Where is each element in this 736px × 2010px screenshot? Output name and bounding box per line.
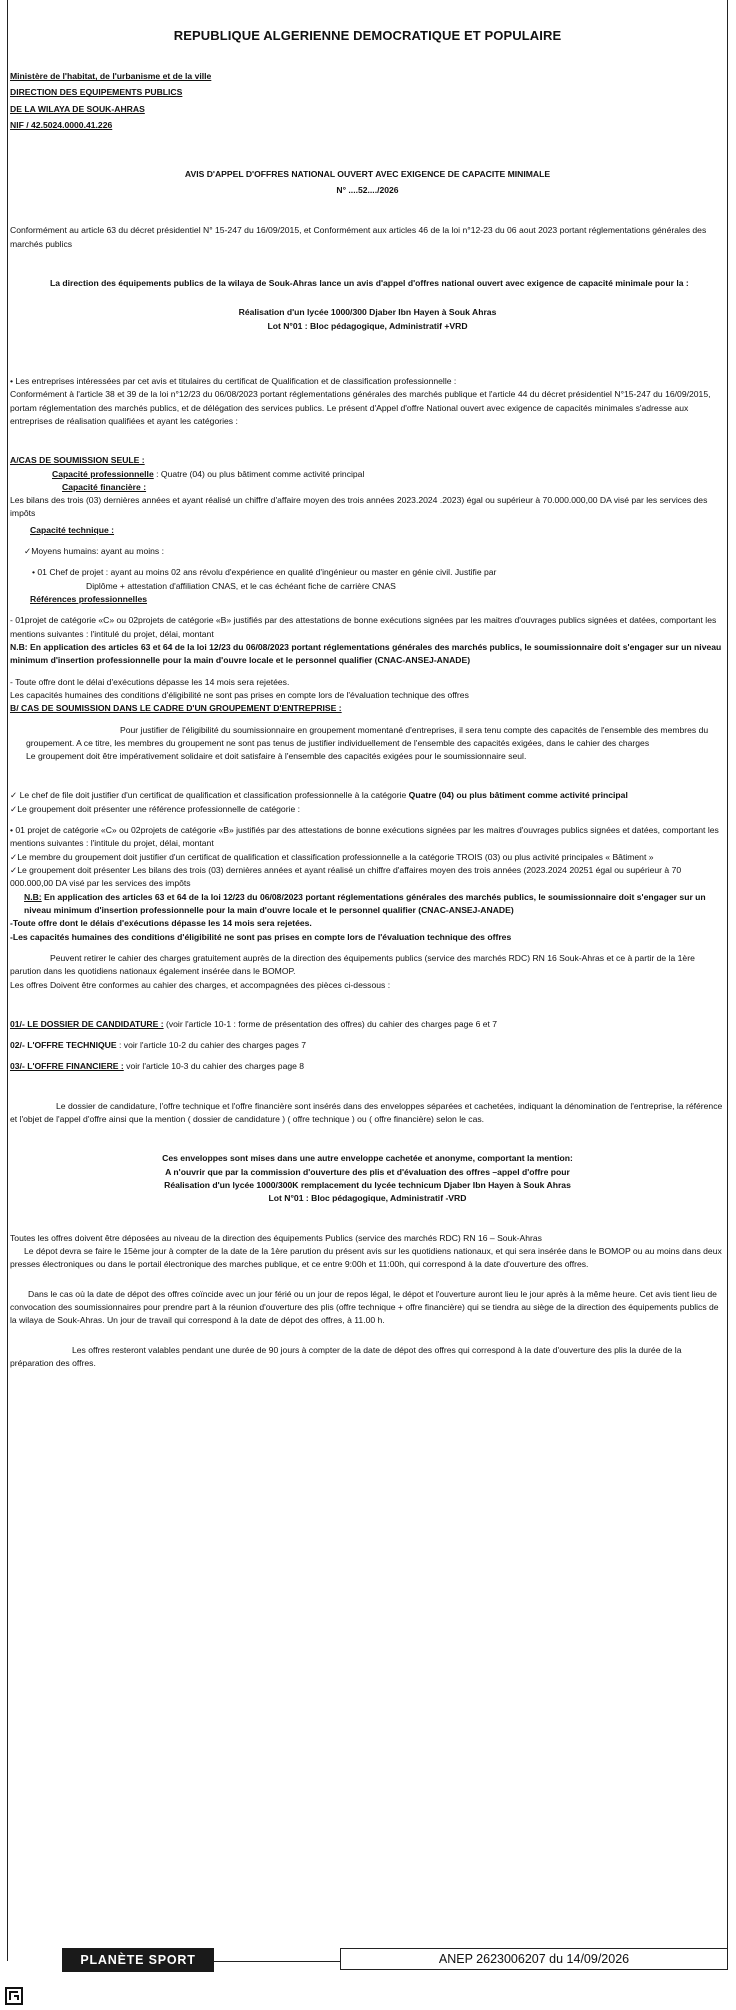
professional-capacity-text: : Quatre (04) ou plus bâtiment comme activité principal (153, 468, 365, 479)
grouping-solidarity: Le groupement doit être impérativement solidaire et doit satisfaire à l'ensemble des capacités exigées pour le soumissionnaire seul. (26, 751, 527, 762)
eligibility-intro: • Les entreprises intéressées par cet avis et titulaires du certificat de Qualification et de classification professionnelle : (10, 375, 457, 386)
nb-section-a: N.B: En application des articles 63 et 64 de la loi 12/23 du 06/08/2023 portant réglementations générales des marchés publics, le soumissionnaire doit s'engager sur un niveau minimum d'insertion professionnelle pour la main d'ouvre locale et le personnel qualifier (CNAC-ANSEJ-ANADE) (10, 641, 722, 666)
legal-basis: Conformément au article 63 du décret présidentiel N° 15-247 du 16/09/2015, et Conformément aux articles 46 de la loi n°12-23 du 06 aout 2023 portant réglementations générales des marchés publics (10, 225, 707, 249)
financial-capacity-text: Les bilans des trois (03) dernières années et ayant réalisé un chiffre d'affaire moyen des trois années 2023.2024 .2023) égal ou supérieur à 70.000.000,00 DA visé par les services des impôts (10, 495, 708, 519)
direction-line: DIRECTION DES EQUIPEMENTS PUBLICS (10, 87, 183, 98)
required-item-2-text: : voir l'article 10-2 du cahier des charges pages 7 (116, 1040, 306, 1051)
outer-envelope-line2: A n'ouvrir que par la commission d'ouverture des plis et d'évaluation des offres –appel d'offre pour (165, 1166, 570, 1177)
project-lot: Lot N°01 : Bloc pédagogique, Administratif +VRD (267, 320, 468, 331)
lead-member-requirement (10, 789, 725, 802)
human-capacity-rule-b: -Les capacités humaines des conditions d'éligibilité ne sont pas prises en compte lors de l'évaluation technique des offres (10, 931, 512, 942)
project-manager-line1: • 01 Chef de projet : ayant au moins 02 ans révolu d'expérience en qualité d'ingénieur ou master en génie civil. Justifie par (32, 567, 497, 578)
section-b-heading: B/ CAS DE SOUMISSION DANS LE CADRE D'UN GROUPEMENT D'ENTREPRISE : (10, 703, 342, 714)
outer-envelope-line3: Réalisation d'un lycée 1000/300K remplacement du lycée technicum Djaber Ibn Hayen à Souk Ahras (164, 1180, 571, 1191)
professional-capacity (10, 468, 725, 481)
republic-title: REPUBLIQUE ALGERIENNE DEMOCRATIQUE ET POPULAIRE (173, 28, 562, 43)
financial-capacity-label: Capacité financière : (62, 481, 147, 492)
direction-announcement: La direction des équipements publics de la wilaya de Souk-Ahras lance un avis d'appel d'offres national ouvert avec exigence de capacité minimale pour la : (50, 278, 689, 289)
grouping-balance-sheets: ✓Le groupement doit présenter Les bilans des trois (03) dernières années et ayant réalisé un chiffre d'affaires moyen des trois années (2023.2024 20251 égal ou supérieur à 70 000.000,00 DA visé par les services des impôts (10, 865, 682, 889)
professional-capacity-label: Capacité professionnelle (52, 468, 154, 479)
grouping-eligibility: Pour justifier de l'éligibilité du soumissionnaire en groupement momentané d'entreprises, il sera tenu compte des capacités de l'ensemble des membres du groupement. A ce titre, les membres du groupement ne sont pas tenus de justifier individuellement de l'ensemble des capacités exigées, dans le cahier des charges (26, 724, 709, 748)
nb-section-b (10, 891, 725, 918)
delay-rule-b: -Toute offre dont le délais d'exécutions dépasse les 14 mois sera rejetées. (10, 918, 312, 929)
nb-section-b-text: En application des articles 63 et 64 de la loi 12/23 du 06/08/2023 portant réglementations générales des marchés publics, le soumissionnaire doit s'engager sur un niveau minimum d'insertion professionnelle pour la main d'ouvre locale et le personnel qualifier (CNAC-ANSEJ-ANADE) (24, 891, 706, 915)
publisher-logo-icon (5, 1987, 23, 2005)
required-item-3-label: 03/- L'OFFRE FINANCIERE : (10, 1061, 124, 1072)
deposit-deadline: Le dépot devra se faire le 15ème jour à compter de la date de la 1ère parution du présent avis sur les quotidiens nationaux, et qui sera insérée dans le BOMOP ou au moins dans deux presses électroniques ou dans le portail électronique des marches publique, et ce entre 9:00h et 11:00h, qui correspond à la date d'ouverture des offres. (10, 1245, 722, 1270)
wilaya-line: DE LA WILAYA DE SOUK-AHRAS (10, 103, 145, 114)
grouping-reference: ✓Le groupement doit présenter une référence professionnelle de catégorie : (10, 803, 301, 814)
deposit-location: Toutes les offres doivent être déposées au niveau de la direction des équipements Publics (service des marchés RDC) RN 16 – Souk-Ahras (10, 1232, 542, 1243)
references-label: Références professionnelles (30, 594, 148, 605)
required-item-1 (10, 1018, 725, 1031)
human-capacity-rule-a: Les capacités humaines des conditions d'éligibilité ne sont pas prises en compte lors de l'évaluation technique des offres (10, 689, 469, 700)
eligibility-legal: Conformément à l'article 38 et 39 de la loi n°12/23 du 06/08/2023 portant réglementations générales des marchés publique et l'article 44 du décret présidentiel N°15-247 du 16/09/2015, portam réglementation des marchés publics, et de délégation des services publics. Le présent d'Appel d'offre National ouvert avec exigence de capacités minimales s'adresse aux entreprises de réalisation qualifiées et ayant les catégories : (10, 389, 711, 426)
envelopes-instructions: Le dossier de candidature, l'offre technique et l'offre financière sont insérés dans des enveloppes séparées et cachetées, indiquant la dénomination de l'entreprise, la référence et l'objet de l'appel d'offre ainsi que la mention ( dossier de candidature ) ( offre technique ) ou ( offre financière) selon le cas. (10, 1100, 723, 1125)
notice-number: N° ....52..../2026 (336, 184, 399, 195)
required-item-2 (10, 1039, 725, 1052)
grouping-project-requirement: • 01 projet de catégorie «C» ou 02projets de catégorie «B» justifiés par des attestations de bonne exécutions signées par les maitres d'ouvrages publics signées et datées, comportant les mentions suivantes : l'intitule du projet, délai, montant (10, 825, 719, 849)
section-a-heading: A/CAS DE SOUMISSION SEULE : (10, 455, 145, 466)
footer-divider (214, 1961, 340, 1962)
outer-envelope-line4: Lot N°01 : Bloc pédagogique, Administratif -VRD (268, 1193, 467, 1204)
holiday-rule: Dans le cas où la date de dépot des offres coïncide avec un jour férié ou un jour de repos légal, le dépot et l'ouverture auront lieu le jour après à la même heure. Cet avis tient lieu de convocation des soumissionnaires pour prendre part à la réunion d'ouverture des plis (offre technique + offre financière) qui se tiendra au siège de la direction des équipements publics de la wilaya de Souk-Ahras. Un jour de travail qui correspond à la date de dépot des offres, à 11.00 h. (10, 1288, 719, 1326)
human-means: ✓Moyens humains: ayant au moins : (24, 546, 164, 557)
required-item-3 (10, 1060, 725, 1073)
technical-capacity-label: Capacité technique : (30, 524, 115, 535)
withdraw-specifications: Peuvent retirer le cahier des charges gratuitement auprès de la direction des équipements publics (service des marchés RDC) RN 16 Souk-Ahras et ce à partir de la 1ère parution dans les quotidiens nationaux également insérée dans le BOMOP. (10, 952, 695, 977)
outer-envelope-line1: Ces enveloppes sont mises dans une autre enveloppe cachetée et anonyme, comportant la mention: (162, 1153, 573, 1164)
ministry-line: Ministère de l'habitat, de l'urbanisme et de la ville (10, 71, 212, 82)
required-item-1-text: (voir l'article 10-1 : forme de présentation des offres) du cahier des charges page 6 et 7 (163, 1018, 498, 1029)
publication-name: PLANÈTE SPORT (62, 1948, 214, 1972)
delay-rule-a: - Toute offre dont le délai d'exécutions dépasse les 14 mois sera rejetées. (10, 676, 290, 687)
project-title: Réalisation d'un lycée 1000/300 Djaber Ibn Hayen à Souk Ahras (238, 307, 497, 318)
lead-member-category: Quatre (04) ou plus bâtiment comme activité principal (408, 790, 628, 801)
anep-reference: ANEP 2623006207 du 14/09/2026 (340, 1948, 728, 1970)
notice-heading (10, 167, 725, 198)
offer-validity: Les offres resteront valables pendant une durée de 90 jours à compter de la date de dépot des offres qui correspond à la date d'ouverture des plis la durée de la préparation des offres. (10, 1344, 682, 1368)
publication-footer (0, 1948, 736, 1978)
offers-conformity: Les offres Doivent être conformes au cahier des charges, et accompagnées des pièces ci-dessous : (10, 979, 391, 990)
issuer-block (10, 68, 725, 133)
project-manager-line2: Diplôme + attestation d'affiliation CNAS, et le cas échéant fiche de carrière CNAS (86, 580, 396, 591)
required-item-1-label: 01/- LE DOSSIER DE CANDIDATURE : (10, 1018, 164, 1029)
notice-title: AVIS D'APPEL D'OFFRES NATIONAL OUVERT AVEC EXIGENCE DE CAPACITE MINIMALE (184, 169, 551, 180)
lead-member-text: ✓ Le chef de file doit justifier d'un certificat de qualification et classification professionnelle à la catégorie (10, 790, 409, 801)
grouping-member-certificate: ✓Le membre du groupement doit justifier d'un certificat de qualification et classification professionnelle a la catégorie TROIS (03) ou plus activité principales « Bâtiment » (10, 851, 654, 862)
required-item-2-label: 02/- L'OFFRE TECHNIQUE (10, 1040, 117, 1051)
nif-line: NIF / 42.5024.0000.41.226 (10, 120, 113, 131)
nb-section-b-label: N.B: (24, 891, 42, 902)
references-text: - 01projet de catégorie «C» ou 02projets de catégorie «B» justifiés par des attestations de bonne exécutions signées par les maitres d'ouvrages publics signées et datées, comportant les mentions suivantes : l'intitulé du projet, délai, montant (10, 615, 717, 639)
required-item-3-text: voir l'article 10-3 du cahier des charges page 8 (123, 1061, 305, 1072)
notice-document (10, 8, 725, 1370)
